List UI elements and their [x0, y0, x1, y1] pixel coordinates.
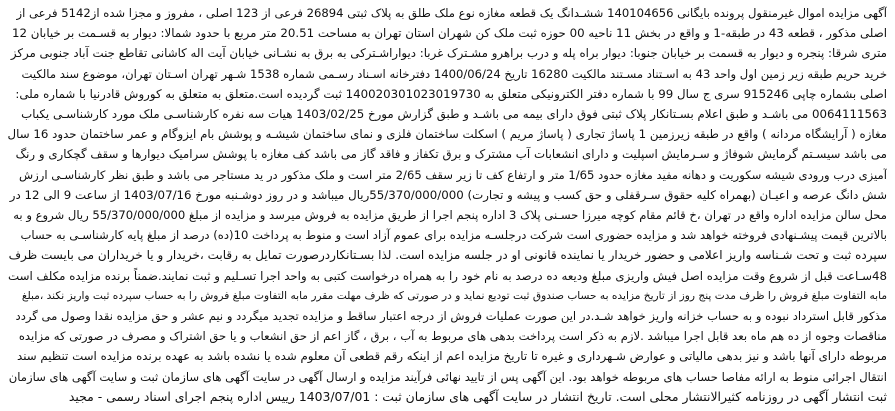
notice-line: مابه التفاوت مبلغ فروش را ظرف مدت پنج روز از تاریخ مزایده به حساب صندوق ثبت تودیع نماید و در صورتی که ظرف مهلت مقرر مابه التفاوت مبلغ فروش را به حساب سپرده ثبت واریز نکند ،مبلغ: [21, 289, 887, 302]
notice-line: مربوطه دارای آنها باشد و نیز بدهی مالیاتی و عوارض شـهرداری و غیره تا تاریخ مزایده اعم از اینکه رقم قطعی آن معلوم شده یا نشده باشد به عهده برنده مزایده است تنظیم سند: [17, 349, 887, 364]
notice-line: انتقال اجرائی منوط به ارائه مفاصا حساب های مربوطه خواهد بود. این آگهی پس از تایید نهائی فرآیند مزایده و ارسال آگهی در سایت آگهی های سازمان ثبت و سایت آگهی های سازمان: [8, 369, 887, 384]
notice-line: مذکور قابل استرداد نبوده و به حساب خزانه واریز خواهد شـد.در این صورت عملیات فروش از درجه اعتبار ساقط و مزایده تجدید میگردد و نیم عشر و حق مزایده نقدا وصول می گردد: [15, 309, 887, 324]
notice-line: ثبت انتشار آگهی در روزنامه کثیرالانتشار محلی است. تاریخ انتشار در سایت آگهی های سازمان ثبت : 1403/07/01 رییس اداره پنجم اجرای اسناد رسمی - مجید: [68, 388, 887, 404]
notice-line: شش دانگ عرصه و اعیـان (بهمراه کلیه حقوق سـرقفلی و حق کسب و پیشه و تجارت) 55/370/000/000ریال میباشد و در روز دوشـنبه مورخ 1403/07/16 از ساعت 9 الی 12 در: [9, 187, 887, 202]
notice-line: می باشد سیسـتم گرمایش شوفاژ و سـرمایش اسپلیت و دارای انشعابات آب مشترک و برق تکفاز و فاقد گاز می باشد کف مغازه با پوشش سرامیک دیوارها و سقف گچکاری و رنگ: [15, 147, 887, 162]
notice-line: بالاترین قیمت پیشـنهادی فروخته خواهد شد و مزایده حضوری است شرکت درجلسـه مزایده برای عموم آزاد است و منوط به پرداخت 10(ده) درصد از مبلغ پایه کارشناسـی به حساب: [20, 228, 887, 243]
notice-line: اصلی بشماره چاپی 915246 سری ج سال 99 با شماره دفتر الکترونیکی متعلق به 140020301023019730 ثبت گردیده است.متعلق به متعلق به کوروش قادرنیا با شماره ملی:: [15, 86, 887, 101]
notice-line: مغازه ( آرایشگاه مردانه ) واقع در طبقه زیرزمین 1 پاساژ تجاری ( پاساژ مریم ) اسکلت ساختمان فلزی و نمای ساختمان شیشـه و پوشش بام ایزوگام و عمر ساختمان حدود 16 سال: [8, 127, 887, 142]
notice-line: محل سالن مزایده اداره واقع در تهران ،خ قائم مقام کوچه میرزا حسـنی پلاک 3 اداره پنجم اجرا از طریق مزایده به فروش میرسد و مزایده از مبلغ 55/370/000/000 ریال شروع و به: [13, 208, 887, 223]
notice-line: اصلی مذکور ، قطعه 43 در طبقه-1 و واقع در بخش 11 ناحیه 00 حوزه ثبت ملک کن شهران استان تهران به مساحت 20.51 متر مربع با حدود شمالا: دیوار به قسـمت بر خیابان 12: [12, 26, 887, 41]
notice-line: آمیزی درب ورودی شیشه سکوریت و دهانه مفید مغازه حدود 1/65 متر و ارتفاع کف تا زیر سقف 2/65 متر است و ملک مذکور در ید مستاجر می باشد و طبق نظر کارشناسـی ارزش: [19, 167, 887, 182]
notice-line: 0064111563 می باشـد و طبق اعلام بسـتانکار پلاک ثبتی فوق دارای بیمه می باشـد و طبق گزارش مورخ 1403/02/25 هیات سه نفره کارشناسـی ملک مورد کارشناسـی یکباب: [21, 107, 887, 122]
notice-line: متری شرقا: پنجره و دیوار به قسمت بر خیابان جنوبا: دیوار براه پله و درب براهرو مشـترک غربا: دیواراشـترکی به برق به نشـانی خیابان آیت اله کاشانی تقاطع جنت آباد جنوبی مرکز: [10, 46, 887, 61]
notice-line: خرید حریم طبقه زیر زمین اول واحد 43 به اسـتناد مسـتند مالکیت 16280 تاریخ 1400/06/24 دفترخانه اسـناد رسـمی شماره 1538 شـهر تهران اسـتان تهران، موضوع سند مالکیت: [21, 66, 887, 81]
notice-line: مناقصات وجوه از ده هم ماه بعد قابل اجرا میباشد .لازم به ذکر است پرداخت بدهی های مربوط به آب ، برق ، گاز اعم از حق انشعاب و یا حق اشتراک و مصرف در صورتی که مزایده: [18, 329, 887, 344]
notice-line: آگهی مزایده اموال غیرمنقول پرونده بایگانی 140104656 ششـدانگ یک قطعه مغازه نوع ملک طلق به پلاک ثبتی 26894 فرعی از 123 اصلی ، مفروز و مجزا شده از5142 فرعی از: [16, 6, 887, 20]
notice-line: سپرده ثبت و تحت شـناسه واریز اعلامی و حضور خریدار یا نماینده قانونی او در جلسه مزایده است. لذا بسـتانکاردرصورت تمایل به رقابت ،خریدار و یا خریداران می بایست ظرف: [8, 248, 887, 263]
notice-line: 48سـاعت قبل از شروع وقت مزایده اصل فیش واریزی مبلغ ودیعه ده درصد به نام خود را به همراه درخواست کتبی به واحد اجرا تسـلیم و ثبت نمایند.ضمناً برنده مزایده مکلف است: [8, 268, 887, 283]
